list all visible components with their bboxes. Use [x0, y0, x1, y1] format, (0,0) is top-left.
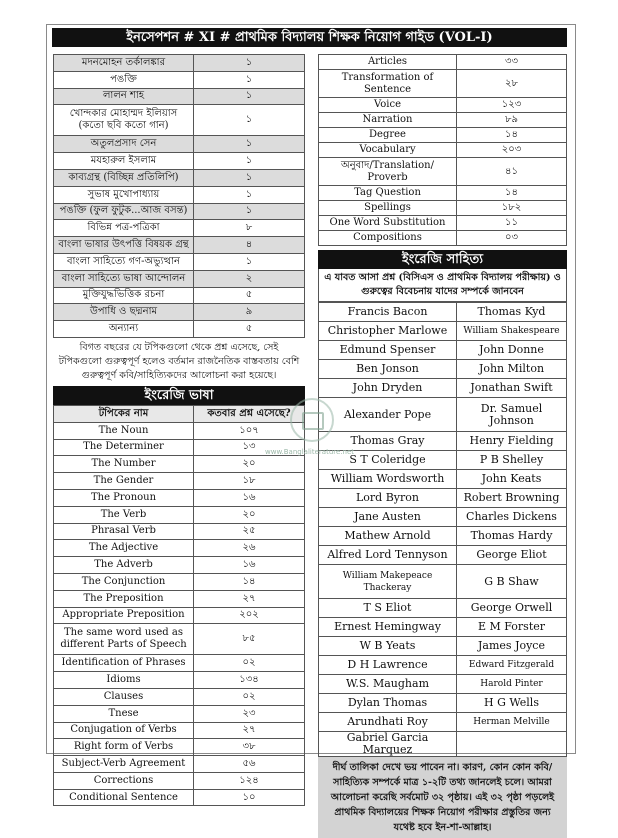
topic-cell: The Number — [54, 456, 194, 473]
count-cell: ১৮ — [194, 473, 305, 490]
author-cell: Thomas Hardy — [457, 527, 567, 546]
table-row — [54, 153, 305, 170]
english-literature-heading: ইংরেজি সাহিত্য — [318, 250, 567, 269]
author-cell: D H Lawrence — [319, 656, 457, 675]
table-row — [319, 432, 567, 451]
author-cell: Harold Pinter — [457, 675, 567, 694]
author-cell — [457, 732, 567, 757]
table-row — [319, 322, 567, 341]
count-cell: ৮ — [194, 220, 305, 237]
table-row — [319, 379, 567, 398]
topic-cell: Subject-Verb Agreement — [54, 756, 194, 773]
count-cell: ১ — [194, 105, 305, 136]
table-row — [54, 772, 305, 789]
topic-cell: Degree — [319, 128, 457, 143]
table-row — [54, 88, 305, 105]
table-row — [54, 756, 305, 773]
count-cell: ১৩ — [194, 439, 305, 456]
author-cell: Charles Dickens — [457, 508, 567, 527]
english-literature-note: দীর্ঘ তালিকা দেখে ভয় পাবেন না। কারণ, কোন কোন কবি/সাহিত্যিক সম্পর্কে মাত্র ১-২টি তথ্য জানলেই চলে। আমরা আলোচনা করেছি সর্বমোট ৩২ পৃষ্ঠায়। এই ৩২ পৃষ্ঠা পড়লেই প্রাথমিক বিদ্যালয়ের শিক্ষক নিয়োগ পরীক্ষার প্রস্তুতির জন্য যথেষ্ট হবে ইন-শা-আল্লাহ। — [318, 757, 567, 838]
author-cell: W B Yeats — [319, 637, 457, 656]
table-row — [319, 341, 567, 360]
table-row — [54, 489, 305, 506]
table-row — [54, 607, 305, 624]
count-cell: ০২ — [194, 688, 305, 705]
count-cell: ২০ — [194, 506, 305, 523]
column-header-topic: টপিকের নাম — [54, 405, 194, 422]
count-cell: ৫৬ — [194, 756, 305, 773]
count-cell: ৩৮ — [194, 739, 305, 756]
author-cell: Henry Fielding — [457, 432, 567, 451]
topic-cell: Corrections — [54, 772, 194, 789]
table-header-row — [54, 405, 305, 422]
table-row — [319, 527, 567, 546]
topic-cell: Voice — [319, 98, 457, 113]
table-row — [319, 599, 567, 618]
count-cell: ৪১ — [457, 158, 567, 186]
table-row — [319, 303, 567, 322]
page-title: ইনসেপশন # XI # প্রাথমিক বিদ্যালয় শিক্ষক নিয়োগ গাইড (VOL-I) — [52, 28, 567, 47]
author-cell: George Orwell — [457, 599, 567, 618]
table-row — [54, 321, 305, 338]
count-cell: ২৫ — [194, 523, 305, 540]
topic-cell: মদনমোহন তর্কালঙ্কার — [54, 55, 194, 72]
english-language-heading: ইংরেজি ভাষা — [53, 386, 305, 405]
count-cell: ২০ — [194, 456, 305, 473]
count-cell: ২৩ — [194, 705, 305, 722]
table-row — [54, 789, 305, 806]
count-cell: ৪ — [194, 237, 305, 254]
author-cell: Mathew Arnold — [319, 527, 457, 546]
bangla-note: বিগত বছরের যে টপিকগুলো থেকে প্রশ্ন এসেছে, সেই টপিকগুলো গুরুত্বপূর্ণ হলেও বর্তমান রাজনৈতিক বাস্তবতায় বেশি গুরুত্বপূর্ণ কবি/সাহিত্যিকদের আলোচনা করা হয়েছে। — [58, 341, 300, 381]
topic-cell: Conjugation of Verbs — [54, 722, 194, 739]
topic-cell: The Noun — [54, 422, 194, 439]
count-cell: ১ — [194, 71, 305, 88]
count-cell: ০৩ — [457, 231, 567, 246]
table-row — [54, 287, 305, 304]
topic-cell: উপাধি ও ছদ্মনাম — [54, 304, 194, 321]
table-row — [54, 55, 305, 72]
author-cell: Edmund Spenser — [319, 341, 457, 360]
left-column — [53, 54, 305, 806]
count-cell: ১ — [194, 169, 305, 186]
table-row — [319, 694, 567, 713]
topic-cell: Clauses — [54, 688, 194, 705]
count-cell: ০২ — [194, 655, 305, 672]
topic-cell: Vocabulary — [319, 143, 457, 158]
author-cell: Francis Bacon — [319, 303, 457, 322]
table-row — [54, 672, 305, 689]
count-cell: ৮৯ — [457, 113, 567, 128]
count-cell: ১৬ — [194, 489, 305, 506]
author-cell: Alexander Pope — [319, 398, 457, 432]
table-row — [319, 732, 567, 757]
topic-cell: Tag Question — [319, 186, 457, 201]
english-language-table — [53, 405, 305, 807]
author-cell: Ben Jonson — [319, 360, 457, 379]
table-row — [319, 398, 567, 432]
author-cell: Herman Melville — [457, 713, 567, 732]
author-cell: S T Coleridge — [319, 451, 457, 470]
english-language-table-continued — [318, 54, 567, 246]
topic-cell: খোন্দকার মোহাম্মদ ইলিয়াস (কতো ছবি কতো গান) — [54, 105, 194, 136]
table-row — [319, 113, 567, 128]
topic-cell: The Verb — [54, 506, 194, 523]
table-row — [319, 508, 567, 527]
topic-cell: অনুবাদ/Translation/ Proverb — [319, 158, 457, 186]
author-cell: Dylan Thomas — [319, 694, 457, 713]
topic-cell: মযহারুল ইসলাম — [54, 153, 194, 170]
table-row — [54, 304, 305, 321]
table-row — [319, 451, 567, 470]
table-row — [54, 688, 305, 705]
table-row — [54, 270, 305, 287]
topic-cell: বাংলা সাহিত্যে গণ-অভ্যুত্থান — [54, 253, 194, 270]
author-cell: Thomas Gray — [319, 432, 457, 451]
table-row — [54, 523, 305, 540]
count-cell: ১৩৪ — [194, 672, 305, 689]
count-cell: ১৮২ — [457, 201, 567, 216]
count-cell: ২০২ — [194, 607, 305, 624]
topic-cell: The Gender — [54, 473, 194, 490]
table-row — [319, 186, 567, 201]
topic-cell: অন্যান্য — [54, 321, 194, 338]
table-row — [54, 573, 305, 590]
topic-cell: The Adverb — [54, 557, 194, 574]
count-cell: ২০৩ — [457, 143, 567, 158]
table-row — [54, 655, 305, 672]
topic-cell: The Determiner — [54, 439, 194, 456]
table-row — [319, 565, 567, 599]
topic-cell: Transformation of Sentence — [319, 70, 457, 98]
table-row — [319, 98, 567, 113]
count-cell: ১ — [194, 55, 305, 72]
table-row — [54, 473, 305, 490]
author-cell: Arundhati Roy — [319, 713, 457, 732]
author-cell: James Joyce — [457, 637, 567, 656]
count-cell: ১ — [194, 153, 305, 170]
column-header-count: কতবার প্রশ্ন এসেছে? — [194, 405, 305, 422]
table-row — [54, 422, 305, 439]
table-row — [319, 70, 567, 98]
count-cell: ১৪ — [457, 186, 567, 201]
topic-cell: Conditional Sentence — [54, 789, 194, 806]
table-row — [54, 739, 305, 756]
table-row — [319, 128, 567, 143]
author-cell: Jonathan Swift — [457, 379, 567, 398]
author-cell: Alfred Lord Tennyson — [319, 546, 457, 565]
author-cell: Robert Browning — [457, 489, 567, 508]
table-row — [54, 705, 305, 722]
topic-cell: সুভাষ মুখোপাধ্যায় — [54, 186, 194, 203]
count-cell: ১ — [194, 253, 305, 270]
topic-cell: The same word used as different Parts of Speech — [54, 624, 194, 655]
count-cell: ৯ — [194, 304, 305, 321]
table-row — [54, 186, 305, 203]
author-cell: Lord Byron — [319, 489, 457, 508]
topic-cell: অতুলপ্রসাদ সেন — [54, 136, 194, 153]
author-cell: Edward Fitzgerald — [457, 656, 567, 675]
count-cell: ২৭ — [194, 722, 305, 739]
table-row — [54, 540, 305, 557]
author-cell: P B Shelley — [457, 451, 567, 470]
topic-cell: বাংলা সাহিত্যে ভাষা আন্দোলন — [54, 270, 194, 287]
table-row — [54, 624, 305, 655]
watermark-text: www.Banglaliterature.net — [265, 448, 354, 456]
author-cell: W.S. Maugham — [319, 675, 457, 694]
table-row — [54, 506, 305, 523]
table-row — [54, 456, 305, 473]
table-row — [54, 169, 305, 186]
count-cell: ১ — [194, 203, 305, 220]
count-cell: ২৭ — [194, 590, 305, 607]
count-cell: ১২৪ — [194, 772, 305, 789]
bangla-literature-table — [53, 54, 305, 338]
author-cell: Ernest Hemingway — [319, 618, 457, 637]
author-cell: Dr. Samuel Johnson — [457, 398, 567, 432]
count-cell: ৮৫ — [194, 624, 305, 655]
table-row — [319, 360, 567, 379]
topic-cell: পঙক্তি — [54, 71, 194, 88]
topic-cell: Articles — [319, 55, 457, 70]
topic-cell: Narration — [319, 113, 457, 128]
author-cell: William Shakespeare — [457, 322, 567, 341]
author-cell: John Milton — [457, 360, 567, 379]
count-cell: ১০৭ — [194, 422, 305, 439]
count-cell: ২৬ — [194, 540, 305, 557]
count-cell: ১ — [194, 186, 305, 203]
table-row — [319, 675, 567, 694]
table-row — [319, 656, 567, 675]
table-row — [319, 546, 567, 565]
table-row — [54, 220, 305, 237]
topic-cell: The Pronoun — [54, 489, 194, 506]
table-row — [54, 203, 305, 220]
topic-cell: Identification of Phrases — [54, 655, 194, 672]
author-cell: T S Eliot — [319, 599, 457, 618]
count-cell: ৫ — [194, 321, 305, 338]
table-row — [319, 231, 567, 246]
author-cell: William Wordsworth — [319, 470, 457, 489]
count-cell: ২৮ — [457, 70, 567, 98]
table-row — [54, 590, 305, 607]
count-cell: ১০ — [194, 789, 305, 806]
table-row — [54, 722, 305, 739]
table-row — [54, 105, 305, 136]
topic-cell: Compositions — [319, 231, 457, 246]
table-row — [319, 470, 567, 489]
topic-cell: The Conjunction — [54, 573, 194, 590]
topic-cell: Tnese — [54, 705, 194, 722]
author-cell: Christopher Marlowe — [319, 322, 457, 341]
table-row — [319, 55, 567, 70]
table-row — [319, 618, 567, 637]
topic-cell: মুক্তিযুদ্ধভিত্তিক রচনা — [54, 287, 194, 304]
author-cell: Gabriel Garcia Marquez — [319, 732, 457, 757]
topic-cell: The Preposition — [54, 590, 194, 607]
count-cell: ১৪ — [457, 128, 567, 143]
table-row — [319, 637, 567, 656]
count-cell: ১১ — [457, 216, 567, 231]
table-row — [54, 557, 305, 574]
author-cell: Thomas Kyd — [457, 303, 567, 322]
table-row — [54, 136, 305, 153]
topic-cell: One Word Substitution — [319, 216, 457, 231]
right-column — [318, 54, 567, 838]
topic-cell: পঙক্তি (ফুল ফুটুক...আজ বসন্ত) — [54, 203, 194, 220]
author-cell: John Donne — [457, 341, 567, 360]
topic-cell: Idioms — [54, 672, 194, 689]
topic-cell: বিভিন্ন পত্র-পত্রিকা — [54, 220, 194, 237]
author-cell: Jane Austen — [319, 508, 457, 527]
author-cell: H G Wells — [457, 694, 567, 713]
count-cell: ১ — [194, 88, 305, 105]
topic-cell: লালন শাহ — [54, 88, 194, 105]
topic-cell: Right form of Verbs — [54, 739, 194, 756]
count-cell: ১২৩ — [457, 98, 567, 113]
table-row — [54, 71, 305, 88]
watermark-logo — [290, 398, 334, 442]
count-cell: ১৪ — [194, 573, 305, 590]
count-cell: ১৬ — [194, 557, 305, 574]
table-row — [319, 216, 567, 231]
author-cell: G B Shaw — [457, 565, 567, 599]
english-literature-intro: এ যাবত আসা প্রশ্ন (বিসিএস ও প্রাথমিক বিদ্যালয় পরীক্ষায়) ও গুরুত্বের বিবেচনায় যাদের সম্পর্কে জানবেন — [318, 269, 567, 302]
topic-cell: বাংলা ভাষার উৎপত্তি বিষয়ক গ্রন্থ — [54, 237, 194, 254]
table-row — [319, 713, 567, 732]
table-row — [319, 201, 567, 216]
topic-cell: কাব্যগ্রন্থ (বিচ্ছিন্ন প্রতিলিপি) — [54, 169, 194, 186]
author-cell: George Eliot — [457, 546, 567, 565]
topic-cell: Phrasal Verb — [54, 523, 194, 540]
topic-cell: Spellings — [319, 201, 457, 216]
table-row — [319, 143, 567, 158]
count-cell: ১ — [194, 136, 305, 153]
table-row — [319, 158, 567, 186]
count-cell: ৩৩ — [457, 55, 567, 70]
table-row — [54, 253, 305, 270]
author-cell: John Dryden — [319, 379, 457, 398]
author-cell: John Keats — [457, 470, 567, 489]
topic-cell: The Adjective — [54, 540, 194, 557]
author-cell: E M Forster — [457, 618, 567, 637]
english-literature-table — [318, 302, 567, 757]
table-row — [54, 237, 305, 254]
count-cell: ৫ — [194, 287, 305, 304]
topic-cell: Appropriate Preposition — [54, 607, 194, 624]
table-row — [319, 489, 567, 508]
count-cell: ২ — [194, 270, 305, 287]
author-cell: William Makepeace Thackeray — [319, 565, 457, 599]
